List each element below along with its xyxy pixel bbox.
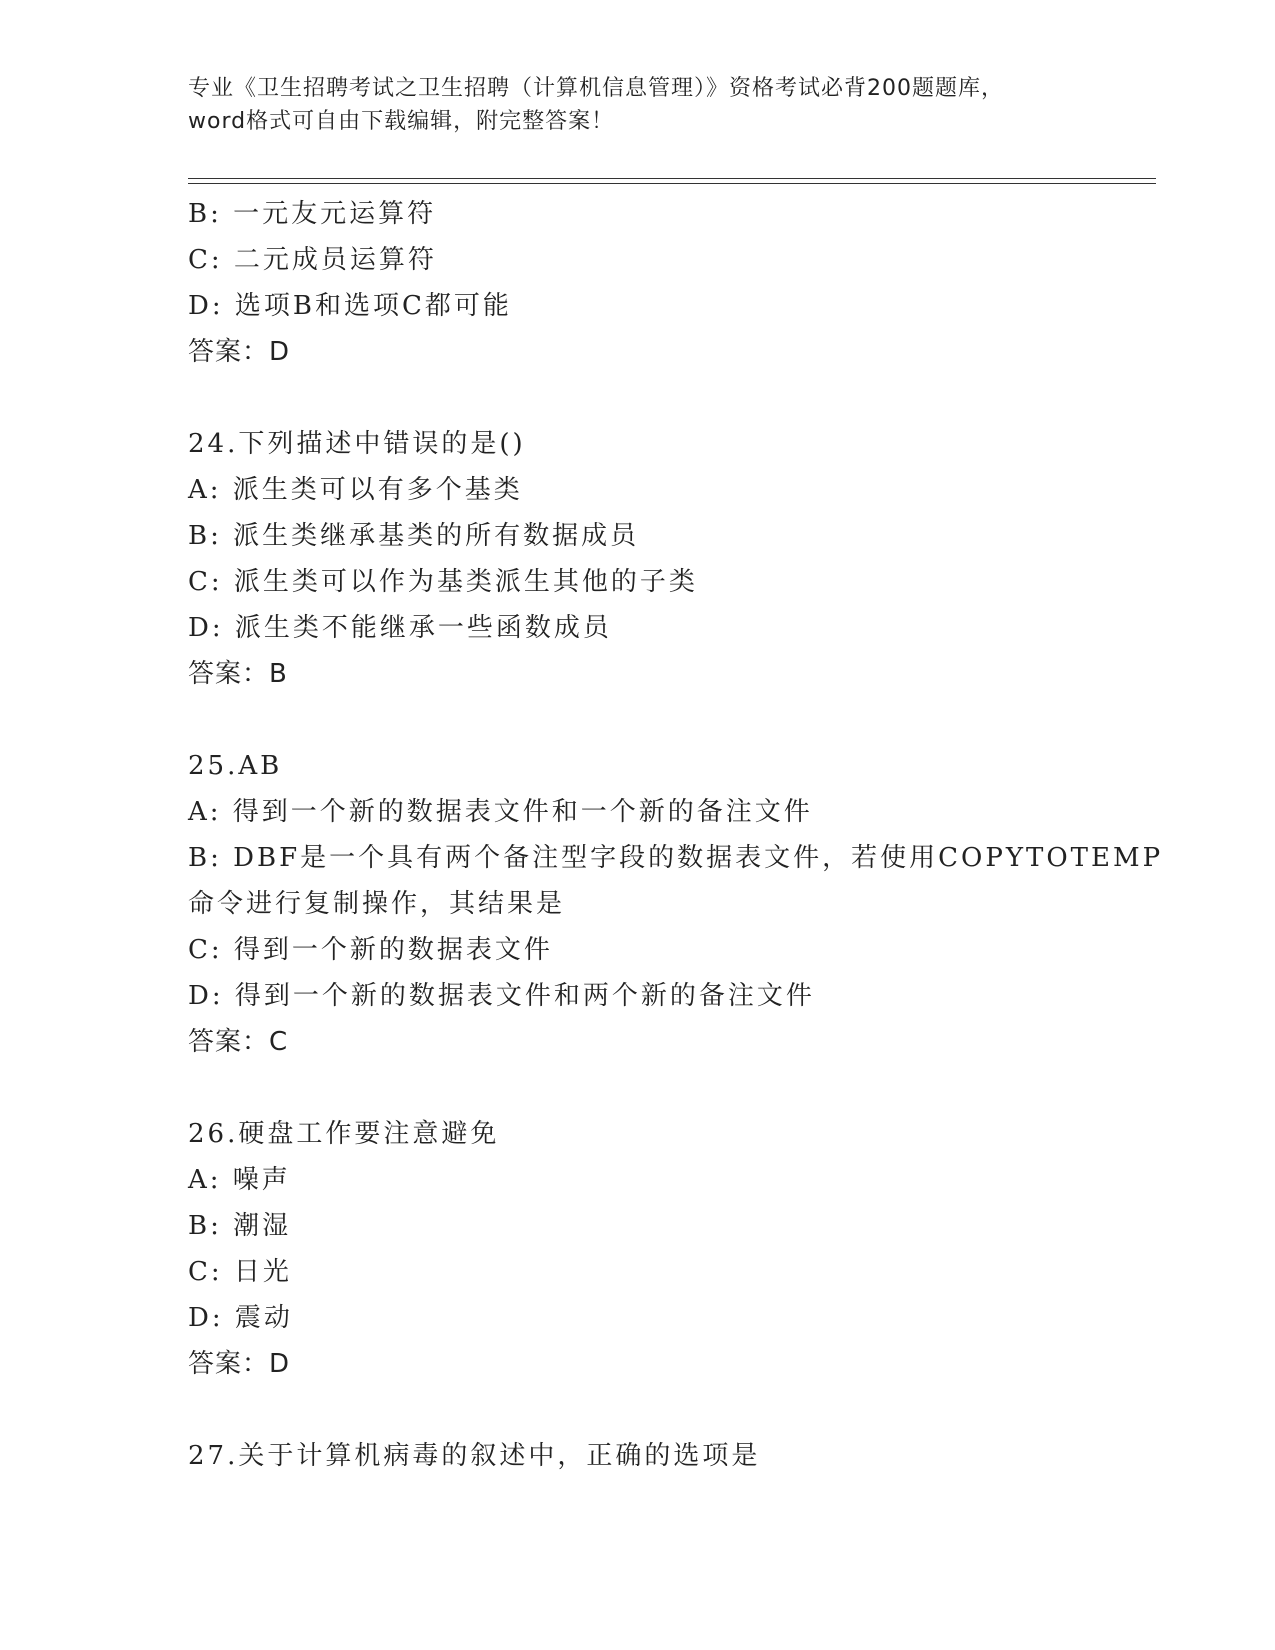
option-line: C: 派生类可以作为基类派生其他的子类 — [188, 567, 698, 597]
header-line-2: word格式可自由下载编辑，附完整答案！ — [188, 109, 615, 134]
header-divider-top — [188, 178, 1156, 179]
answer-line: 答案：C — [188, 1027, 289, 1057]
option-line: C: 日光 — [188, 1257, 292, 1287]
option-line: D: 派生类不能继承一些函数成员 — [188, 613, 612, 643]
option-line: A: 噪声 — [188, 1165, 291, 1195]
option-line: B: 一元友元运算符 — [188, 199, 437, 229]
question-stem: 24.下列描述中错误的是() — [188, 429, 526, 459]
header-line-1: 专业《卫生招聘考试之卫生招聘（计算机信息管理）》资格考试必背200题题库， — [188, 76, 1004, 101]
question-block — [188, 1433, 1148, 1479]
option-line: C: 二元成员运算符 — [188, 245, 437, 275]
question-content — [188, 191, 1164, 1479]
option-line: D: 得到一个新的数据表文件和两个新的备注文件 — [188, 981, 815, 1011]
option-line: B: DBF是一个具有两个备注型字段的数据表文件，若使用COPYTOTEMP — [188, 843, 1164, 873]
option-line: C: 得到一个新的数据表文件 — [188, 935, 553, 965]
header-divider-bottom — [188, 183, 1156, 184]
option-line-continued: 命令进行复制操作，其结果是 — [188, 889, 566, 919]
block-spacer — [188, 1387, 1148, 1433]
document-header — [188, 72, 1088, 138]
answer-line: 答案：B — [188, 659, 288, 689]
question-stem: 25.AB — [188, 751, 283, 781]
option-line: D: 选项B和选项C都可能 — [188, 291, 512, 321]
question-block — [188, 743, 1164, 1065]
block-spacer — [188, 375, 1148, 421]
option-line: A: 派生类可以有多个基类 — [188, 475, 523, 505]
question-stem: 26.硬盘工作要注意避免 — [188, 1119, 500, 1149]
option-line: D: 震动 — [188, 1303, 293, 1333]
question-block — [188, 191, 1148, 375]
question-block — [188, 1111, 1148, 1387]
answer-line: 答案：D — [188, 1349, 291, 1379]
option-line: A: 得到一个新的数据表文件和一个新的备注文件 — [188, 797, 813, 827]
answer-line: 答案：D — [188, 337, 291, 367]
option-line: B: 派生类继承基类的所有数据成员 — [188, 521, 640, 551]
option-line: B: 潮湿 — [188, 1211, 292, 1241]
question-block — [188, 421, 1148, 697]
question-stem: 27.关于计算机病毒的叙述中，正确的选项是 — [188, 1441, 761, 1471]
block-spacer — [188, 1065, 1148, 1111]
block-spacer — [188, 697, 1148, 743]
